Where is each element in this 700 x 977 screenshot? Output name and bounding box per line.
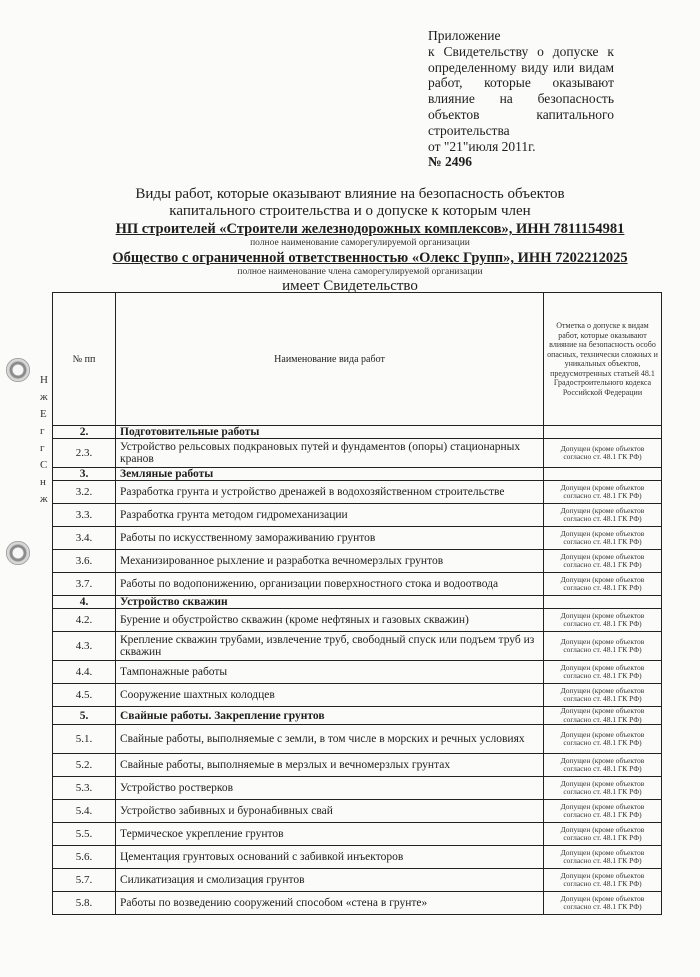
cell-note: Допущен (кроме объектов согласно ст. 48.1 ГК РФ) (544, 439, 662, 468)
cell-name: Устройство забивных и буронабивных свай (116, 800, 544, 823)
cell-note: Допущен (кроме объектов согласно ст. 48.1 ГК РФ) (544, 846, 662, 869)
cell-num: 3.3. (53, 504, 116, 527)
cell-num: 2.3. (53, 439, 116, 468)
cell-name: Подготовительные работы (116, 426, 544, 439)
cell-note: Допущен (кроме объектов согласно ст. 48.1 ГК РФ) (544, 707, 662, 725)
table-row (53, 632, 662, 661)
cell-note: Допущен (кроме объектов согласно ст. 48.1 ГК РФ) (544, 661, 662, 684)
cell-note: Допущен (кроме объектов согласно ст. 48.1 ГК РФ) (544, 800, 662, 823)
table-row (53, 725, 662, 754)
table-row (53, 777, 662, 800)
section-row (53, 426, 662, 439)
cell-name: Разработка грунта и устройство дренажей в водохозяйственном строительстве (116, 481, 544, 504)
cell-name: Разработка грунта методом гидромеханизации (116, 504, 544, 527)
cell-note: Допущен (кроме объектов согласно ст. 48.1 ГК РФ) (544, 504, 662, 527)
document-title: Виды работ, которые оказывают влияние на безопасность объектов капитального строительства и о допуске к которым член (135, 186, 565, 219)
member-name: Общество с ограниченной ответственностью «Олекс Групп», ИНН 7202212025 (112, 250, 628, 266)
cell-num: 3.2. (53, 481, 116, 504)
cell-num: 4. (53, 596, 116, 609)
cell-name: Силикатизация и смолизация грунтов (116, 869, 544, 892)
cell-note: Допущен (кроме объектов согласно ст. 48.1 ГК РФ) (544, 892, 662, 915)
cell-num: 4.5. (53, 684, 116, 707)
cell-num: 3.7. (53, 573, 116, 596)
cell-name: Тампонажные работы (116, 661, 544, 684)
cell-num: 5.3. (53, 777, 116, 800)
stray-edge-letters: Н ж Е г г С н ж (40, 374, 48, 505)
table-row (53, 504, 662, 527)
table-row (53, 892, 662, 915)
works-table (52, 292, 662, 915)
cell-note (544, 596, 662, 609)
cell-num: 4.3. (53, 632, 116, 661)
appendix-description: к Свидетельству о допуске к определенному виду или видам работ, которые оказывают влияние на безопасность объектов капитального строительства (428, 43, 614, 138)
cell-name: Устройство скважин (116, 596, 544, 609)
cell-note: Допущен (кроме объектов согласно ст. 48.1 ГК РФ) (544, 632, 662, 661)
binder-hole-icon (6, 358, 30, 382)
cell-num: 2. (53, 426, 116, 439)
cell-note: Допущен (кроме объектов согласно ст. 48.1 ГК РФ) (544, 609, 662, 632)
cell-num: 5.2. (53, 754, 116, 777)
header-name: Наименование вида работ (116, 293, 544, 426)
cell-num: 5.6. (53, 846, 116, 869)
table-row (53, 573, 662, 596)
section-row (53, 468, 662, 481)
table-row (53, 754, 662, 777)
cell-num: 5.7. (53, 869, 116, 892)
cell-num: 5.8. (53, 892, 116, 915)
cell-num: 3.6. (53, 550, 116, 573)
appendix-number: № 2496 (428, 154, 472, 170)
cell-name: Цементация грунтовых оснований с забивкой инъекторов (116, 846, 544, 869)
cell-name: Свайные работы. Закрепление грунтов (116, 707, 544, 725)
cell-note: Допущен (кроме объектов согласно ст. 48.1 ГК РФ) (544, 777, 662, 800)
table-row (53, 661, 662, 684)
table-header-row (53, 293, 662, 426)
table-row (53, 684, 662, 707)
cell-num: 5.5. (53, 823, 116, 846)
member-caption: полное наименование члена саморегулируемой организации (237, 267, 483, 277)
cell-note (544, 468, 662, 481)
cell-num: 4.4. (53, 661, 116, 684)
cell-num: 3.4. (53, 527, 116, 550)
binder-hole-icon (6, 541, 30, 565)
cell-name: Свайные работы, выполняемые в мерзлых и вечномерзлых грунтах (116, 754, 544, 777)
cell-note (544, 426, 662, 439)
cell-name: Земляные работы (116, 468, 544, 481)
appendix-label: Приложение (428, 28, 501, 43)
cell-note: Допущен (кроме объектов согласно ст. 48.1 ГК РФ) (544, 823, 662, 846)
table-row (53, 439, 662, 468)
cell-name: Механизированное рыхление и разработка вечномерзлых грунтов (116, 550, 544, 573)
appendix-block (428, 28, 614, 170)
cell-num: 5. (53, 707, 116, 725)
table-row (53, 609, 662, 632)
cell-name: Крепление скважин трубами, извлечение труб, свободный спуск или подъем труб из скважин (116, 632, 544, 661)
cell-name: Сооружение шахтных колодцев (116, 684, 544, 707)
table-body (53, 426, 662, 915)
table-row (53, 823, 662, 846)
cell-note: Допущен (кроме объектов согласно ст. 48.1 ГК РФ) (544, 527, 662, 550)
sro-name: НП строителей «Строители железнодорожных комплексов», ИНН 7811154981 (115, 221, 625, 237)
cell-name: Термическое укрепление грунтов (116, 823, 544, 846)
table-row (53, 869, 662, 892)
header-note: Отметка о допуске к видам работ, которые оказывают влияние на безопасность особо опасных, технически сложных и уникальных объектов, предусмотренных статьей 48.1 Градостроительного кодекса Российской Федерации (544, 293, 662, 426)
appendix-date: от "21"июля 2011г. (428, 138, 536, 154)
cell-name: Работы по водопонижению, организации поверхностного стока и водоотвода (116, 573, 544, 596)
cell-note: Допущен (кроме объектов согласно ст. 48.1 ГК РФ) (544, 573, 662, 596)
cell-num: 4.2. (53, 609, 116, 632)
table-row (53, 481, 662, 504)
cell-note: Допущен (кроме объектов согласно ст. 48.1 ГК РФ) (544, 754, 662, 777)
table-row (53, 800, 662, 823)
cell-num: 5.1. (53, 725, 116, 754)
section-row (53, 596, 662, 609)
cell-name: Работы по искусственному замораживанию грунтов (116, 527, 544, 550)
cell-name: Бурение и обустройство скважин (кроме нефтяных и газовых скважин) (116, 609, 544, 632)
cell-note: Допущен (кроме объектов согласно ст. 48.1 ГК РФ) (544, 481, 662, 504)
has-certificate-text: имеет Свидетельство (282, 278, 418, 294)
cell-note: Допущен (кроме объектов согласно ст. 48.1 ГК РФ) (544, 725, 662, 754)
cell-name: Свайные работы, выполняемые с земли, в том числе в морских и речных условиях (116, 725, 544, 754)
cell-num: 3. (53, 468, 116, 481)
section-row (53, 707, 662, 725)
table-row (53, 846, 662, 869)
cell-name: Работы по возведению сооружений способом «стена в грунте» (116, 892, 544, 915)
sro-caption: полное наименование саморегулируемой организации (250, 238, 470, 248)
table-row (53, 527, 662, 550)
cell-note: Допущен (кроме объектов согласно ст. 48.1 ГК РФ) (544, 869, 662, 892)
cell-note: Допущен (кроме объектов согласно ст. 48.1 ГК РФ) (544, 550, 662, 573)
header-num: № пп (53, 293, 116, 426)
table-row (53, 550, 662, 573)
cell-note: Допущен (кроме объектов согласно ст. 48.1 ГК РФ) (544, 684, 662, 707)
cell-name: Устройство ростверков (116, 777, 544, 800)
cell-num: 5.4. (53, 800, 116, 823)
cell-name: Устройство рельсовых подкрановых путей и фундаментов (опоры) стационарных кранов (116, 439, 544, 468)
